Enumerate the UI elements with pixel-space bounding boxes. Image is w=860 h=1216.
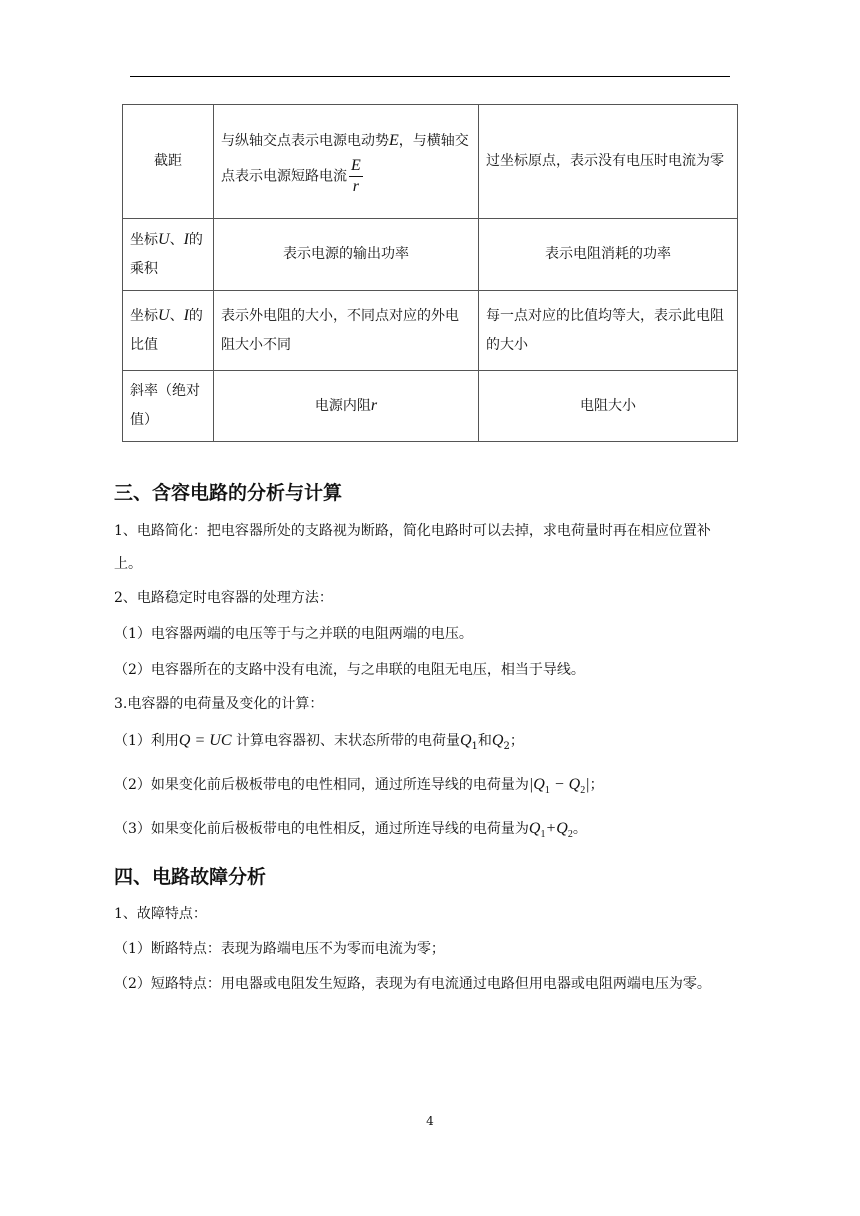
paragraph: （1）断路特点：表现为路端电压不为零而电流为零； <box>114 941 445 957</box>
row-label: 坐标U、I的乘积 <box>123 219 214 291</box>
paragraph-formula: （3）如果变化前后极板带电的电性相反，通过所连导线的电荷量为$Q_1+Q_2$。 <box>114 820 587 841</box>
sum-formula: $Q_1+Q_2$ <box>528 820 573 841</box>
section-3-heading: 三、含容电路的分析与计算 <box>114 482 343 504</box>
table-row <box>123 371 738 442</box>
paragraph: 3.电容器的电荷量及变化的计算： <box>114 696 324 712</box>
section-4-heading: 四、电路故障分析 <box>114 866 267 888</box>
page-number: 4 <box>426 1114 434 1128</box>
table-cell: 表示电阻消耗的功率 <box>479 219 738 291</box>
table-row <box>123 219 738 291</box>
row-label: 斜率（绝对值） <box>123 371 214 442</box>
abs-difference-formula: $|Q_1 - Q_2|$ <box>528 776 590 797</box>
paragraph-formula: （1）利用Q = UC 计算电容器初、末状态所带的电荷量$Q_1$和$Q_2$； <box>114 732 524 752</box>
paragraph: 1、电路简化：把电容器所处的支路视为断路，简化电路时可以去掉，求电荷量时再在相应位置补上。 <box>114 523 711 572</box>
paragraph: 1、故障特点： <box>114 906 207 922</box>
table-row <box>123 291 738 371</box>
table-cell: 每一点对应的比值均等大，表示此电阻的大小 <box>479 291 738 371</box>
paragraph-formula: （2）如果变化前后极板带电的电性相同，通过所连导线的电荷量为$|Q_1 - Q_2|$； <box>114 776 604 797</box>
paragraph: （1）电容器两端的电压等于与之并联的电阻两端的电压。 <box>114 626 473 642</box>
row-label: 截距 <box>123 105 214 219</box>
fraction-e-over-r: $\frac{E}{r}$ <box>351 157 361 195</box>
header-rule <box>130 76 730 77</box>
table-cell: 过坐标原点，表示没有电压时电流为零 <box>479 105 738 219</box>
comparison-table <box>122 104 738 442</box>
table-cell: 电阻大小 <box>479 371 738 442</box>
paragraph: （2）短路特点：用电器或电阻发生短路，表现为有电流通过电路但用电器或电阻两端电压为零。 <box>114 976 711 992</box>
paragraph: 2、电路稳定时电容器的处理方法： <box>114 590 333 606</box>
table-row <box>123 105 738 219</box>
paragraph: （2）电容器所在的支路中没有电流，与之串联的电阻无电压，相当于导线。 <box>114 662 585 678</box>
table-cell: 表示外电阻的大小，不同点对应的外电阻大小不同 <box>214 291 479 371</box>
row-label: 坐标U、I的比值 <box>123 291 214 371</box>
table-cell: 电源内阻r <box>214 371 479 442</box>
table-cell: 表示电源的输出功率 <box>214 219 479 291</box>
table-cell: 与纵轴交点表示电源电动势E，与横轴交点表示电源短路电流 $\frac{E}{r}$ <box>214 105 479 219</box>
